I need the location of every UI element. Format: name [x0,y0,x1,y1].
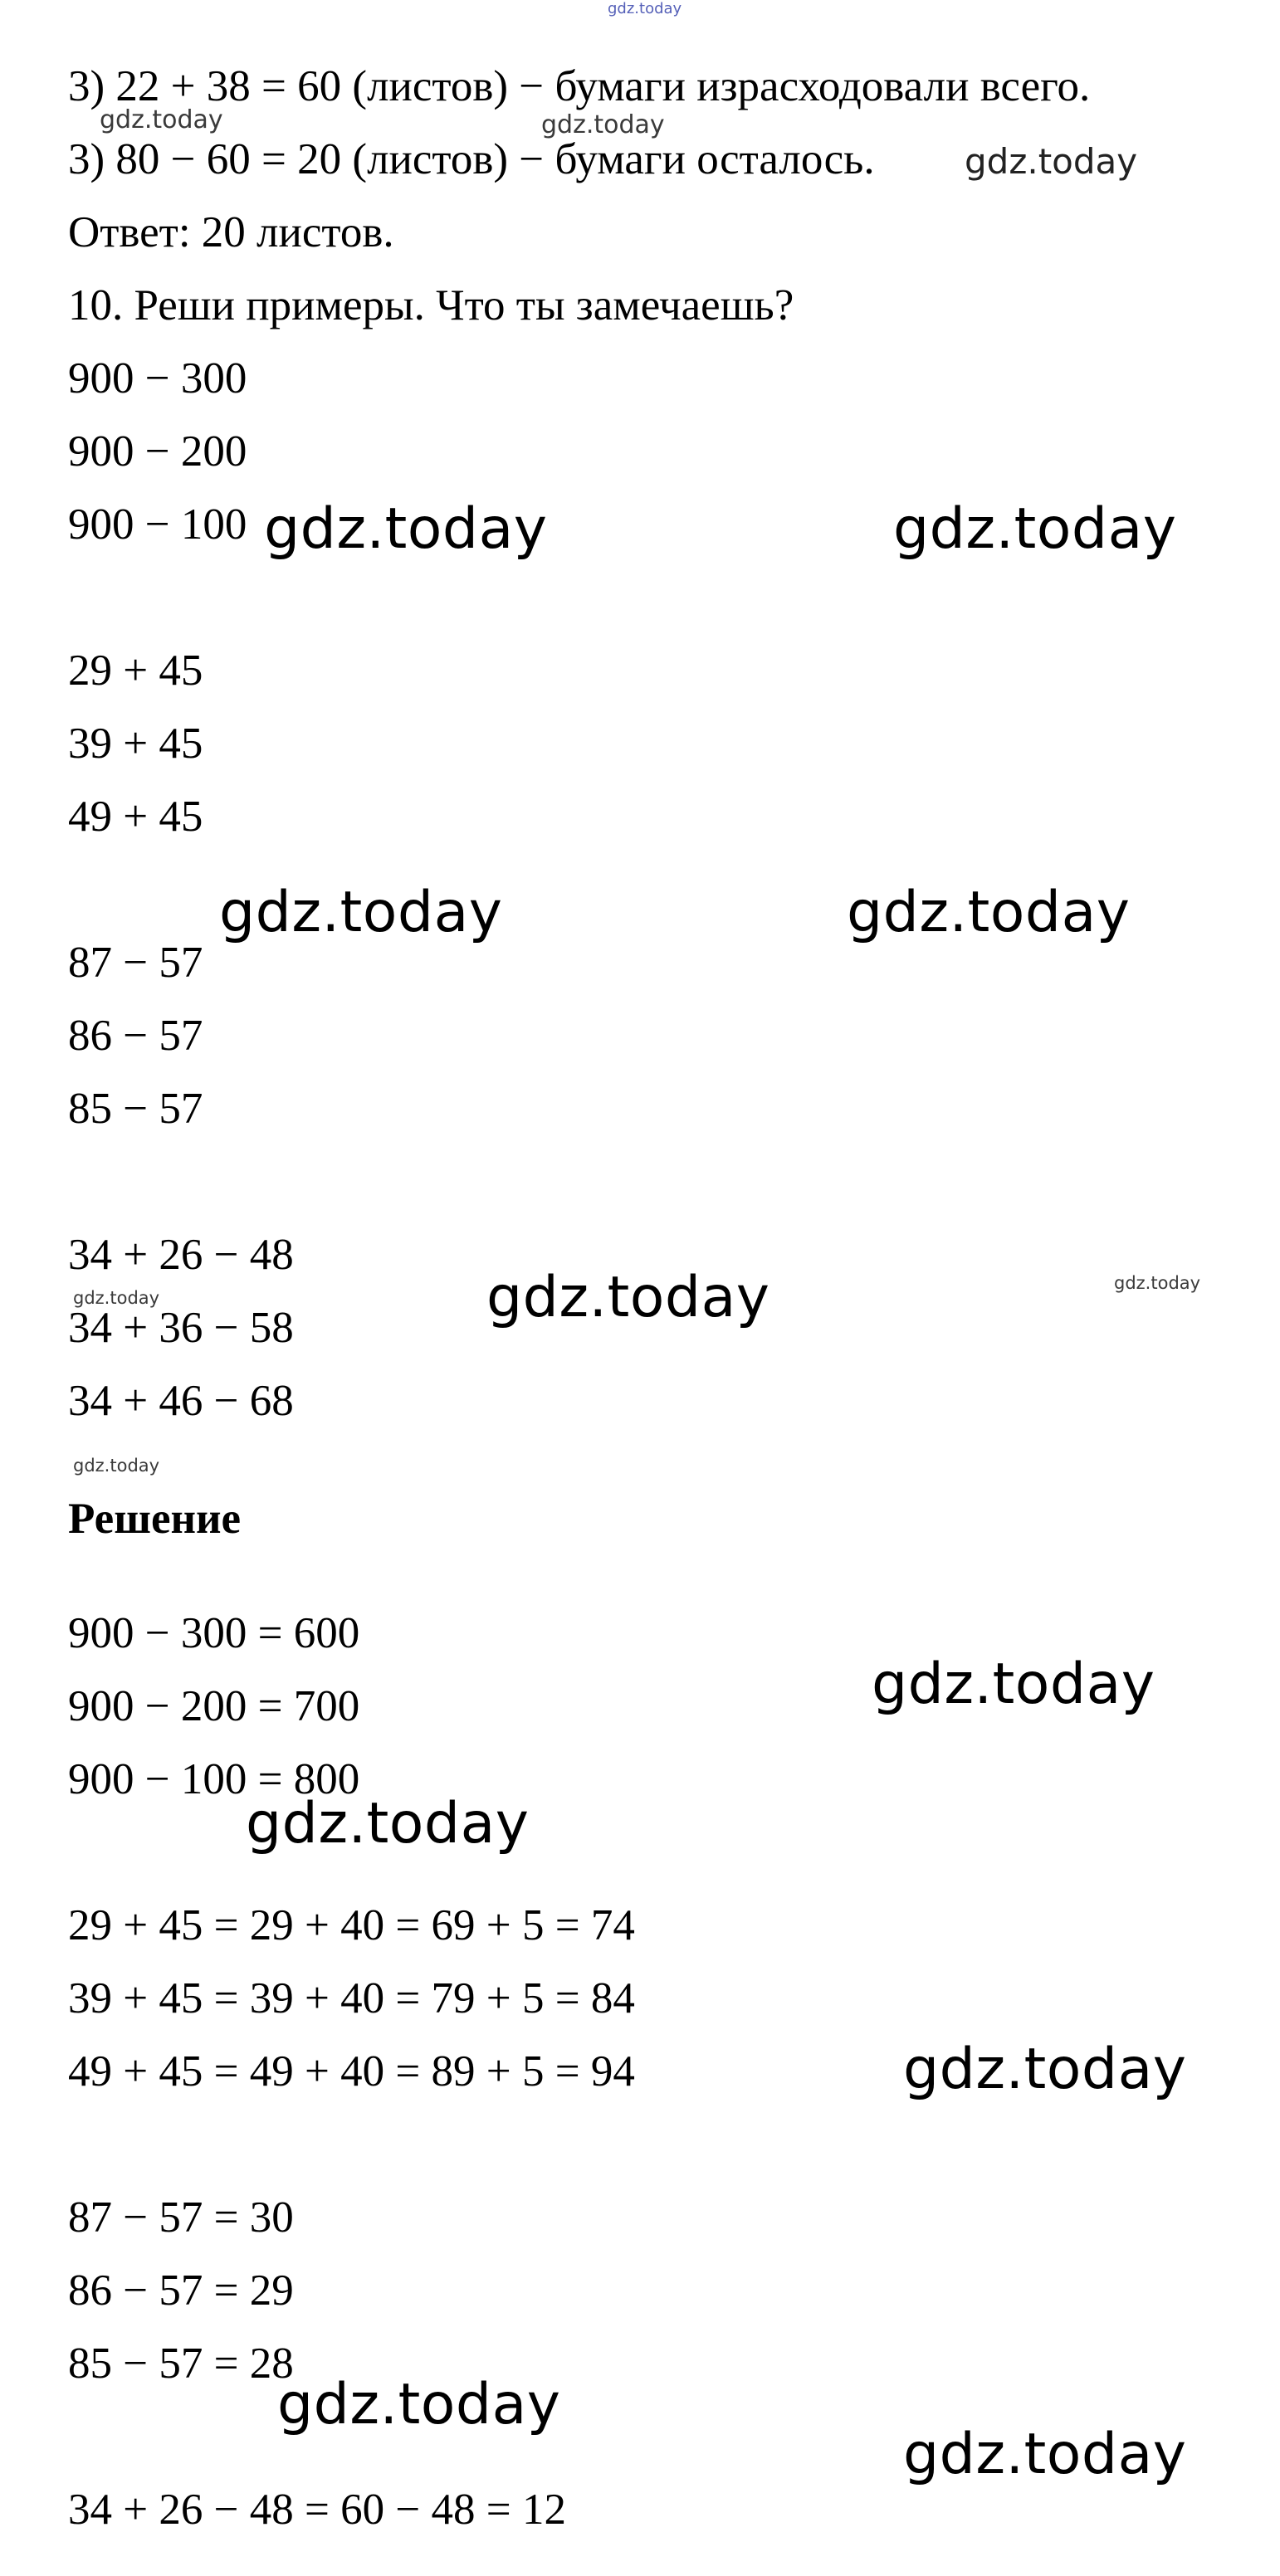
watermark: gdz.today [903,2037,1187,2102]
example-87-57: 87 − 57 [68,939,203,987]
example-29-45: 29 + 45 [68,646,203,695]
watermark: gdz.today [73,1288,160,1308]
solution-900-200: 900 − 200 = 700 [68,1682,360,1730]
solution-87-57: 87 − 57 = 30 [68,2193,294,2242]
example-85-57: 85 − 57 [68,1085,203,1133]
example-86-57: 86 − 57 [68,1012,203,1060]
example-34-46-68: 34 + 46 − 68 [68,1377,294,1425]
watermark: gdz.today [541,110,665,139]
solution-29-45: 29 + 45 = 29 + 40 = 69 + 5 = 74 [68,1901,635,1949]
task-title: 10. Реши примеры. Что ты замечаешь? [68,281,794,329]
solution-39-45: 39 + 45 = 39 + 40 = 79 + 5 = 84 [68,1974,635,2022]
example-49-45: 49 + 45 [68,793,203,841]
watermark: gdz.today [246,1791,530,1856]
watermark: gdz.today [219,880,503,945]
watermark-top: gdz.today [608,0,682,17]
watermark: gdz.today [100,105,223,134]
watermark: gdz.today [486,1265,770,1330]
solution-900-100: 900 − 100 = 800 [68,1755,360,1803]
watermark: gdz.today [965,141,1138,182]
watermark: gdz.today [847,880,1131,945]
example-39-45: 39 + 45 [68,720,203,768]
example-34-26-48: 34 + 26 − 48 [68,1231,294,1279]
example-900-200: 900 − 200 [68,427,247,476]
solution-49-45: 49 + 45 = 49 + 40 = 89 + 5 = 94 [68,2047,635,2095]
answer-line-2: 3) 80 − 60 = 20 (листов) − бумаги осталось. [68,135,875,183]
solution-900-300: 900 − 300 = 600 [68,1609,360,1657]
watermark: gdz.today [903,2422,1187,2487]
example-900-100: 900 − 100 [68,500,247,549]
watermark: gdz.today [73,1456,160,1476]
answer-final: Ответ: 20 листов. [68,208,394,256]
watermark: gdz.today [277,2372,561,2437]
solution-85-57: 85 − 57 = 28 [68,2339,294,2388]
watermark: gdz.today [264,496,548,562]
watermark: gdz.today [1114,1273,1201,1293]
answer-line-1: 3) 22 + 38 = 60 (листов) − бумаги израсходовали всего. [68,62,1091,110]
example-34-36-58: 34 + 36 − 58 [68,1304,294,1352]
solution-86-57: 86 − 57 = 29 [68,2266,294,2315]
solution-heading: Решение [68,1495,242,1543]
solution-34-26-48: 34 + 26 − 48 = 60 − 48 = 12 [68,2486,566,2534]
watermark: gdz.today [893,496,1177,562]
watermark: gdz.today [872,1651,1155,1717]
example-900-300: 900 − 300 [68,354,247,402]
